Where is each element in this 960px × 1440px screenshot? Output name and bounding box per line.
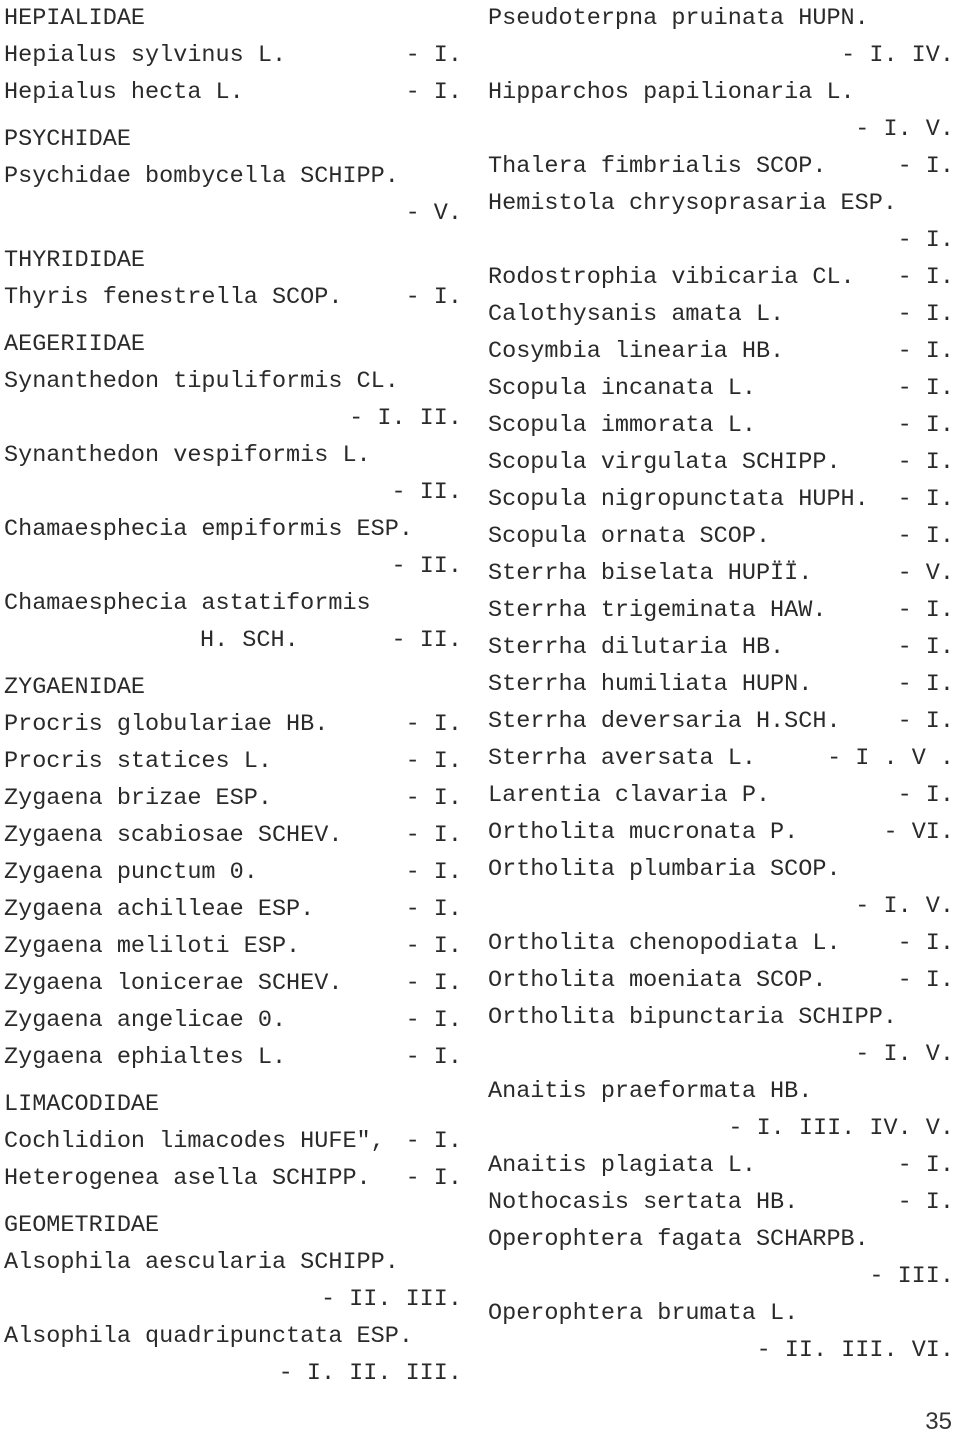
species-entry [4,1244,466,1281]
species-entry [488,481,958,518]
species-entry [4,74,466,111]
species-entry [488,814,958,851]
region-code: - II. [391,627,462,654]
species-entry [488,555,958,592]
author-continuation: H. SCH. [200,627,299,654]
species-name: Cosymbia linearia HB. [488,338,785,365]
species-name: Scopula virgulata SCHIPP. [488,449,841,476]
species-name: Ortholita bipunctaria SCHIPP. [488,1004,897,1031]
species-entry [488,74,958,111]
family-block-limacodidae [4,1086,466,1197]
region-code: - I. [897,301,954,328]
species-entry [488,407,958,444]
species-name: Cochlidion limacodes HUFE", [4,1128,385,1155]
region-code: - I. [405,1128,462,1155]
species-name: Rodostrophia vibicaria CL. [488,264,855,291]
species-name: Sterrha humiliata HUPN. [488,671,813,698]
region-continuation: - I. III. IV. V. [728,1115,954,1142]
species-name: Sterrha deversaria H.SCH. [488,708,841,735]
species-entry [488,259,958,296]
species-entry [4,1160,466,1197]
species-entry [4,780,466,817]
region-code: - VI. [883,819,954,846]
species-entry [4,511,466,548]
family-block-zygaenidae [4,669,466,1076]
region-continuation: - I. IV. [841,42,954,69]
species-name: Nothocasis sertata HB. [488,1189,799,1216]
species-name: Scopula nigropunctata HUPH. [488,486,869,513]
species-entry [4,706,466,743]
species-name: Anaitis praeformata HB. [488,1078,813,1105]
family-block-aegeriidae [4,326,466,659]
species-name: Chamaesphecia empiformis ESP. [4,516,413,543]
species-name: Chamaesphecia astatiformis [4,590,371,617]
region-code: - I. [405,896,462,923]
species-entry [4,437,466,474]
family-heading: GEOMETRIDAE [4,1212,160,1239]
species-name: Hepialus sylvinus L. [4,42,287,69]
species-name: Zygaena brizae ESP. [4,785,272,812]
species-name: Zygaena lonicerae SCHEV. [4,970,343,997]
family-heading: ZYGAENIDAE [4,674,146,701]
species-name: Ortholita plumbaria SCOP. [488,856,841,883]
species-entry [4,37,466,74]
region-code: - I. [405,822,462,849]
species-name: Hepialus hecta L. [4,79,244,106]
region-code: - I. [405,1165,462,1192]
region-code: - I. [897,930,954,957]
species-name: Zygaena achilleae ESP. [4,896,315,923]
species-entry [4,1039,466,1076]
species-entry [4,817,466,854]
species-entry [4,1123,466,1160]
species-entry [4,363,466,400]
species-name: Thyris fenestrella SCOP. [4,284,343,311]
region-continuation: - II. III. [320,1286,462,1313]
region-code: - I. [405,933,462,960]
species-name: Sterrha trigeminata HAW. [488,597,827,624]
species-name: Sterrha biselata HUPÏÏ. [488,560,813,587]
species-entry [488,444,958,481]
species-name: Calothysanis amata L. [488,301,785,328]
region-continuation: - I. II. [349,405,462,432]
page-number: 35 [925,1408,952,1435]
species-entry [488,0,958,37]
region-code: - I. [897,375,954,402]
family-block-hepialidae [4,0,466,111]
species-entry [4,158,466,195]
region-code: - I. [897,1152,954,1179]
region-continuation: - I. V. [855,116,954,143]
species-entry [488,1073,958,1110]
family-heading: HEPIALIDAE [4,5,146,32]
species-entry [4,585,466,622]
region-continuation: - III. [869,1263,954,1290]
region-code: - I. [897,708,954,735]
region-code: - I. [405,748,462,775]
species-name: Zygaena angelicae 0. [4,1007,287,1034]
species-name: Operophtera fagata SCHARPB. [488,1226,869,1253]
region-code: - I. [405,42,462,69]
species-name: Larentia clavaria P. [488,782,771,809]
species-entry [4,279,466,316]
family-heading: PSYCHIDAE [4,126,131,153]
species-name: Psychidae bombycella SCHIPP. [4,163,399,190]
species-name: Thalera fimbrialis SCOP. [488,153,827,180]
family-block-geometridae [4,1207,466,1392]
species-entry [488,740,958,777]
family-heading: AEGERIIDAE [4,331,146,358]
species-name: Sterrha aversata L. [488,745,756,772]
species-entry [488,370,958,407]
family-heading: LIMACODIDAE [4,1091,160,1118]
species-entry [4,891,466,928]
right-column [488,0,958,1369]
region-code: - I. [897,1189,954,1216]
species-name: Procris globulariae HB. [4,711,329,738]
region-code: - I . V . [827,745,954,772]
species-entry [488,1147,958,1184]
species-name: Zygaena scabiosae SCHEV. [4,822,343,849]
species-entry [488,592,958,629]
family-heading: THYRIDIDAE [4,247,146,274]
species-name: Zygaena meliloti ESP. [4,933,301,960]
species-entry [4,854,466,891]
species-name: Anaitis plagiata L. [488,1152,756,1179]
species-entry-continued [4,622,466,659]
region-code: - I. [897,264,954,291]
region-code: - I. [897,671,954,698]
species-name: Operophtera brumata L. [488,1300,799,1327]
region-code: - I. [897,967,954,994]
species-entry [488,777,958,814]
left-column [4,0,466,1392]
species-entry [488,1221,958,1258]
species-entry [4,965,466,1002]
species-name: Ortholita moeniata SCOP. [488,967,827,994]
region-continuation: - I. [897,227,954,254]
species-name: Sterrha dilutaria HB. [488,634,785,661]
region-code: - I. [897,782,954,809]
species-entry [4,928,466,965]
region-code: - I. [897,634,954,661]
region-code: - I. [405,970,462,997]
species-entry [488,962,958,999]
species-entry [488,999,958,1036]
species-entry [488,666,958,703]
region-code: - I. [897,338,954,365]
species-name: Alsophila aescularia SCHIPP. [4,1249,399,1276]
region-code: - I. [405,859,462,886]
species-entry [488,296,958,333]
region-continuation: - V. [405,200,462,227]
species-entry [4,1002,466,1039]
species-name: Alsophila quadripunctata ESP. [4,1323,413,1350]
region-code: - I. [897,523,954,550]
region-continuation: - II. III. VI. [756,1337,954,1364]
species-entry [488,518,958,555]
region-code: - I. [897,153,954,180]
species-entry [4,743,466,780]
region-code: - I. [405,711,462,738]
species-name: Hipparchos papilionaria L. [488,79,855,106]
species-name: Heterogenea asella SCHIPP. [4,1165,371,1192]
species-name: Zygaena punctum 0. [4,859,258,886]
region-code: - I. [405,79,462,106]
species-name: Ortholita chenopodiata L. [488,930,841,957]
region-code: - I. [897,449,954,476]
species-entry [488,851,958,888]
region-code: - I. [897,486,954,513]
species-name: Ortholita mucronata P. [488,819,799,846]
species-entry [488,148,958,185]
species-entry [488,703,958,740]
species-name: Scopula ornata SCOP. [488,523,771,550]
region-continuation: - II. [391,553,462,580]
species-entry [488,333,958,370]
region-continuation: - II. [391,479,462,506]
region-code: - I. [405,785,462,812]
region-continuation: - I. V. [855,1041,954,1068]
species-name: Scopula immorata L. [488,412,756,439]
species-name: Procris statices L. [4,748,272,775]
region-code: - I. [405,284,462,311]
species-entry [488,185,958,222]
family-block-thyrididae [4,242,466,316]
species-entry [488,1295,958,1332]
species-entry [488,925,958,962]
region-code: - I. [405,1044,462,1071]
species-name: Hemistola chrysoprasaria ESP. [488,190,897,217]
species-entry [488,1184,958,1221]
region-code: - I. [897,412,954,439]
species-entry [4,1318,466,1355]
family-block-psychidae [4,121,466,232]
region-code: - I. [897,597,954,624]
region-continuation: - I. II. III. [278,1360,462,1387]
region-continuation: - I. V. [855,893,954,920]
species-entry [488,629,958,666]
region-code: - I. [405,1007,462,1034]
species-name: Synanthedon vespiformis L. [4,442,371,469]
species-name: Zygaena ephialtes L. [4,1044,287,1071]
species-name: Scopula incanata L. [488,375,756,402]
species-name: Pseudoterpna pruinata HUPN. [488,5,869,32]
species-name: Synanthedon tipuliformis CL. [4,368,399,395]
region-code: - V. [897,560,954,587]
